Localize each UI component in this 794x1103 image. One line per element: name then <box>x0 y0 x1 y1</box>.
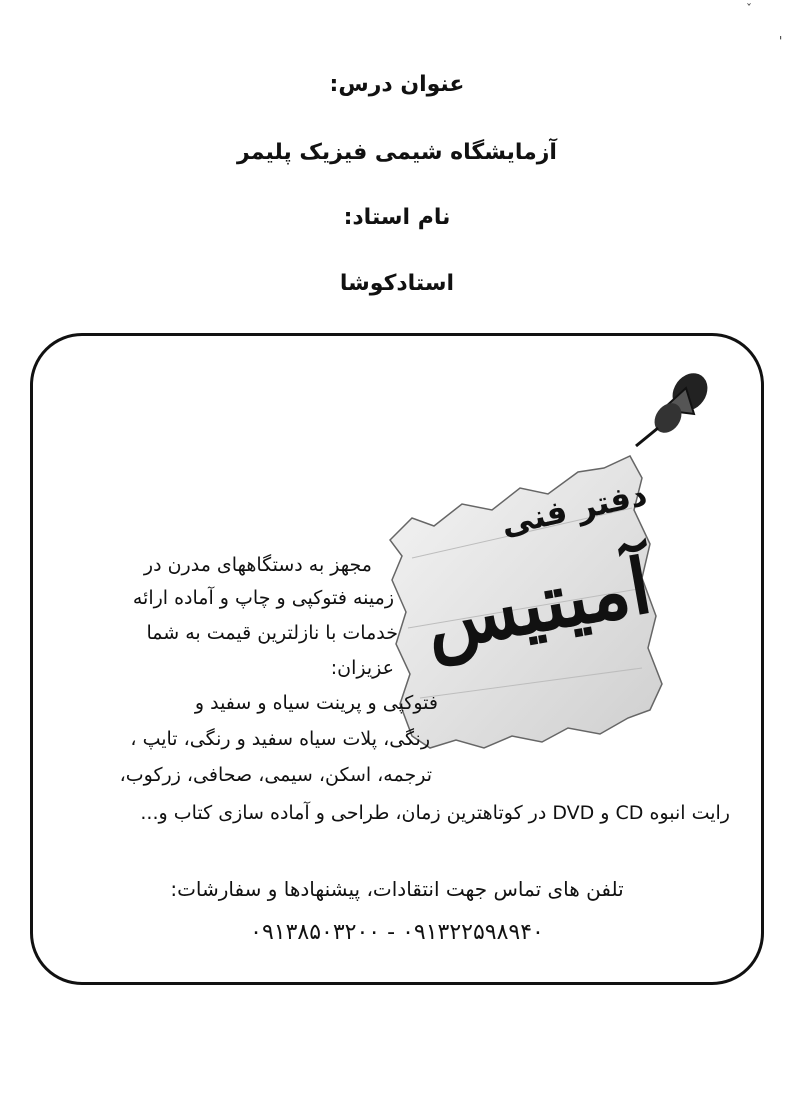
margin-mark: ' <box>779 34 783 48</box>
ad-line-5: فتوکپی و پرینت سیاه و سفید و <box>194 692 438 714</box>
ad-line-6: رنگی، پلات سیاه سفید و رنگی، تایپ ، <box>130 728 430 750</box>
instructor-name: استادکوشا <box>339 271 455 296</box>
contact-label: تلفن های تماس جهت انتقادات، پیشنهادها و سفارشات: <box>170 877 624 901</box>
ad-line-1: مجهز به دستگاههای مدرن در <box>143 554 372 576</box>
ad-line-7: ترجمه، اسکن، سیمی، صحافی، زرکوب، <box>119 764 432 786</box>
ad-line-4: عزیزان: <box>330 657 394 679</box>
ad-line-8: رایت انبوه CD و DVD در کوتاهترین زمان، طراحی و آماده سازی کتاب و... <box>140 802 730 824</box>
course-name: آزمایشگاه شیمی فیزیک پلیمر <box>237 140 557 165</box>
ad-line-2: زمینه فتوکپی و چاپ و آماده ارائه <box>132 587 394 609</box>
logo-small-text: دفتر فنی <box>497 475 651 543</box>
instructor-label: نام استاد: <box>343 205 451 230</box>
course-label: عنوان درس: <box>329 72 465 97</box>
logo-big-text: آمیتیس <box>418 540 658 669</box>
phone-numbers: ۰۹۱۳۲۲۵۹۸۹۴۰ - ۰۹۱۳۸۵۰۳۲۰۰ <box>250 920 544 945</box>
pushpin-icon <box>628 370 712 450</box>
corner-mark: ˇ <box>746 2 752 16</box>
ad-line-3: خدمات با نازلترین قیمت به شما <box>146 622 398 644</box>
